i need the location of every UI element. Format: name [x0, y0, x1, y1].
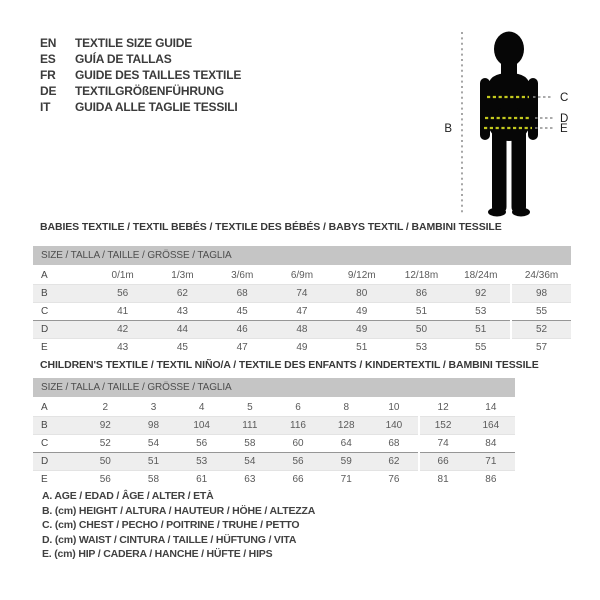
- size-cell: 54: [129, 435, 177, 453]
- size-cell: 76: [370, 471, 418, 489]
- row-label: B: [33, 417, 81, 435]
- size-cell: 116: [274, 417, 322, 435]
- size-cell: 6: [295, 402, 301, 413]
- size-cell: 8: [343, 402, 349, 413]
- table-row-B: [33, 417, 515, 435]
- size-cell: 49: [332, 303, 392, 321]
- size-cell: 5: [247, 402, 253, 413]
- size-header-cell: SIZE / TALLA / TAILLE / GRÖSSE / TAGLIA: [33, 246, 571, 266]
- table-row-E: [33, 471, 515, 489]
- row-label: C: [33, 435, 81, 453]
- size-cell: 152: [419, 417, 467, 435]
- table-row-C: [33, 435, 515, 453]
- size-cell: 68: [212, 285, 272, 303]
- size-cell: 56: [93, 285, 153, 303]
- size-cell: 43: [153, 303, 213, 321]
- size-cell: 53: [451, 303, 511, 321]
- row-label: E: [33, 471, 81, 489]
- size-cell: 6/9m: [290, 270, 314, 281]
- table-row-D: [33, 321, 571, 339]
- legend-line: D. (cm) WAIST / CINTURA / TAILLE / HÜFTUNG / VITA: [42, 533, 297, 546]
- size-cell: 56: [81, 471, 129, 489]
- size-cell: 71: [322, 471, 370, 489]
- size-cell: 74: [419, 435, 467, 453]
- size-cell: 71: [467, 453, 515, 471]
- size-cell: 3/6m: [231, 270, 254, 281]
- size-header-row: [33, 378, 515, 398]
- size-cell: 92: [451, 285, 511, 303]
- size-cell: 66: [419, 453, 467, 471]
- size-cell: 98: [129, 417, 177, 435]
- language-label: TEXTILE SIZE GUIDE: [75, 36, 193, 50]
- size-cell: 41: [93, 303, 153, 321]
- size-cell: 57: [511, 339, 571, 357]
- size-cell: 62: [153, 285, 213, 303]
- table-row-B: [33, 285, 571, 303]
- language-row: [40, 51, 241, 67]
- language-label: GUIDA ALLE TAGLIE TESSILI: [75, 100, 238, 114]
- size-cell: 52: [511, 321, 571, 339]
- size-cell: 24/36m: [511, 266, 571, 285]
- size-cell: 58: [129, 471, 177, 489]
- language-label: TEXTILGRÖßENFÜHRUNG: [75, 84, 224, 98]
- child-silhouette-icon: [480, 32, 538, 217]
- size-cell: 62: [370, 453, 418, 471]
- language-row: [40, 35, 241, 51]
- size-cell: 50: [392, 321, 452, 339]
- size-cell: 164: [467, 417, 515, 435]
- size-cell: 52: [81, 435, 129, 453]
- size-cell: 51: [129, 453, 177, 471]
- row-label: C: [33, 303, 93, 321]
- table-row-C: [33, 303, 571, 321]
- size-cell: 47: [272, 303, 332, 321]
- size-cell: 45: [212, 303, 272, 321]
- size-cell: 64: [322, 435, 370, 453]
- chest-label: C: [560, 92, 569, 104]
- size-cell: 55: [511, 303, 571, 321]
- legend-line: B. (cm) HEIGHT / ALTURA / HAUTEUR / HÖHE / ALTEZZA: [42, 504, 316, 517]
- language-code: EN: [40, 36, 57, 50]
- size-cell: 53: [392, 339, 452, 357]
- size-cell: 128: [322, 417, 370, 435]
- height-label: B: [444, 123, 452, 135]
- size-cell: 51: [451, 321, 511, 339]
- size-cell: 12: [419, 398, 467, 417]
- size-cell: 61: [178, 471, 226, 489]
- size-cell: 80: [332, 285, 392, 303]
- babies-size-table: [33, 246, 571, 356]
- size-cell: 54: [226, 453, 274, 471]
- hip-label: E: [560, 123, 568, 135]
- size-cell: 49: [332, 321, 392, 339]
- babies-table-title: BABIES TEXTILE / TEXTIL BEBÉS / TEXTILE DES BÉBÉS / BABYS TEXTIL / BAMBINI TESSILE: [40, 221, 502, 233]
- legend-line: E. (cm) HIP / CADERA / HANCHE / HÜFTE / HIPS: [42, 548, 273, 560]
- size-cell: 55: [451, 339, 511, 357]
- language-list: [40, 35, 241, 115]
- size-cell: 47: [212, 339, 272, 357]
- language-label: GUÍA DE TALLAS: [75, 52, 172, 66]
- size-cell: 43: [93, 339, 153, 357]
- size-cell: 4: [198, 402, 205, 413]
- table-row-D: [33, 453, 515, 471]
- row-label: D: [33, 453, 81, 471]
- size-cell: 18/24m: [464, 270, 498, 281]
- size-cell: 46: [212, 321, 272, 339]
- size-cell: 86: [467, 471, 515, 489]
- table-row-A: [33, 398, 515, 417]
- size-cell: 2: [102, 402, 109, 413]
- size-cell: 140: [370, 417, 418, 435]
- size-cell: 51: [332, 339, 392, 357]
- row-label: D: [33, 321, 93, 339]
- language-code: FR: [40, 68, 56, 82]
- size-cell: 58: [226, 435, 274, 453]
- size-header-cell: SIZE / TALLA / TAILLE / GRÖSSE / TAGLIA: [33, 378, 515, 398]
- row-label: A: [41, 402, 48, 413]
- table-row-E: [33, 339, 571, 357]
- size-cell: 60: [274, 435, 322, 453]
- size-cell: 81: [419, 471, 467, 489]
- size-cell: 48: [272, 321, 332, 339]
- size-cell: 0/1m: [111, 270, 134, 281]
- row-label: A: [41, 270, 48, 281]
- size-cell: 86: [392, 285, 452, 303]
- language-code: ES: [40, 52, 56, 66]
- legend-line: A. AGE / EDAD / ÂGE / ALTER / ETÀ: [42, 490, 214, 502]
- language-row: [40, 99, 241, 115]
- legend-line: C. (cm) CHEST / PECHO / POITRINE / TRUHE / PETTO: [42, 519, 300, 531]
- measurement-legend: [42, 489, 315, 562]
- child-measurement-figure: [440, 18, 600, 223]
- table-row-A: [33, 266, 571, 285]
- size-cell: 111: [226, 417, 274, 435]
- size-cell: 1/3m: [171, 270, 194, 281]
- language-row: [40, 83, 241, 99]
- language-label: GUIDE DES TAILLES TEXTILE: [75, 68, 242, 82]
- size-cell: 50: [81, 453, 129, 471]
- size-cell: 14: [485, 402, 497, 413]
- size-cell: 68: [370, 435, 418, 453]
- size-header-row: [33, 246, 571, 266]
- size-cell: 3: [150, 402, 157, 413]
- size-cell: 10: [388, 402, 400, 413]
- size-cell: 74: [272, 285, 332, 303]
- size-cell: 98: [511, 285, 571, 303]
- size-cell: 45: [153, 339, 213, 357]
- size-cell: 59: [322, 453, 370, 471]
- size-cell: 63: [226, 471, 274, 489]
- children-size-table: [33, 378, 515, 488]
- size-cell: 84: [467, 435, 515, 453]
- children-section: [33, 359, 539, 485]
- row-label: B: [33, 285, 93, 303]
- size-cell: 104: [178, 417, 226, 435]
- language-code: DE: [40, 84, 57, 98]
- row-label: E: [33, 339, 93, 357]
- size-cell: 9/12m: [347, 270, 376, 281]
- size-cell: 49: [272, 339, 332, 357]
- size-cell: 42: [93, 321, 153, 339]
- child-figure-svg: [440, 18, 600, 223]
- size-cell: 12/18m: [404, 270, 439, 281]
- children-table-title: CHILDREN'S TEXTILE / TEXTIL NIÑO/A / TEXTILE DES ENFANTS / KINDERTEXTIL / BAMBINI TESSILE: [40, 359, 539, 371]
- size-cell: 66: [274, 471, 322, 489]
- size-cell: 56: [178, 435, 226, 453]
- babies-section: [33, 221, 571, 356]
- size-cell: 53: [178, 453, 226, 471]
- size-cell: 92: [81, 417, 129, 435]
- waist-label: D: [560, 113, 569, 125]
- language-code: IT: [40, 100, 51, 114]
- language-row: [40, 67, 241, 83]
- size-cell: 56: [274, 453, 322, 471]
- size-cell: 51: [392, 303, 452, 321]
- size-cell: 44: [153, 321, 213, 339]
